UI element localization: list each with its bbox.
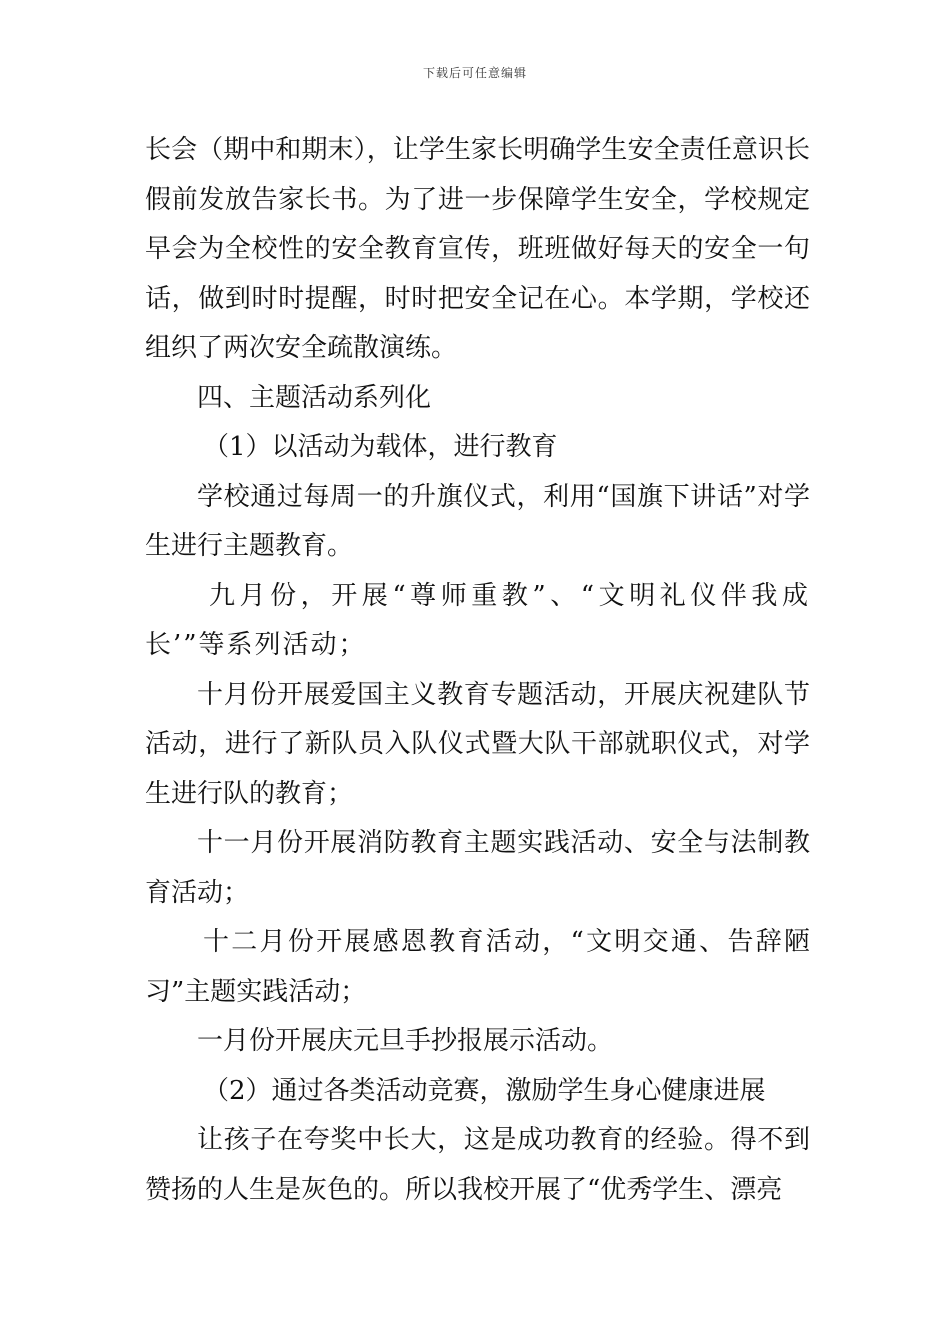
paragraph-january: 一月份开展庆元旦手抄报展示活动。 bbox=[197, 1026, 614, 1056]
paragraph-safety-continued: 长会（期中和期末），让学生家长明确学生安全责任意识长假前发放告家长书。为了进一步保障学生安全，学校规定早会为全校性的安全教育宣传，班班做好每天的安全一句话，做到时时提醒，时时把安全记在心。本学期，学校还组织了两次安全疏散演练。 bbox=[145, 135, 810, 363]
paragraph-november: 十一月份开展消防教育主题实践活动、安全与法制教育活动； bbox=[145, 828, 810, 908]
page-header: 下载后可任意编辑 bbox=[422, 66, 527, 80]
paragraph-october: 十月份开展爱国主义教育专题活动，开展庆祝建队节活动，进行了新队员入队仪式暨大队干部就职仪式，对学生进行队的教育； bbox=[145, 679, 810, 809]
section-heading-theme-activities: 四、主题活动系列化 bbox=[197, 382, 432, 413]
subheading-competitions: （2）通过各类活动竞赛，激励学生身心健康进展 bbox=[203, 1075, 766, 1106]
paragraph-september: 九月份，开展“尊师重教”、“文明礼仪伴我成长’”等系列活动； bbox=[145, 580, 810, 660]
paragraph-flag-ceremony: 学校通过每周一的升旗仪式，利用“国旗下讲话”对学生进行主题教育。 bbox=[145, 481, 810, 561]
paragraph-praise: 让孩子在夸奖中长大，这是成功教育的经验。得不到赞扬的人生是灰色的。所以我校开展了“优秀学生、漂亮 bbox=[145, 1125, 810, 1205]
document-body bbox=[145, 126, 810, 1215]
paragraph-december: 十二月份开展感恩教育活动，“文明交通、告辞陋习”主题实践活动； bbox=[145, 927, 810, 1007]
subheading-activity-carrier: （1）以活动为载体，进行教育 bbox=[203, 432, 558, 462]
